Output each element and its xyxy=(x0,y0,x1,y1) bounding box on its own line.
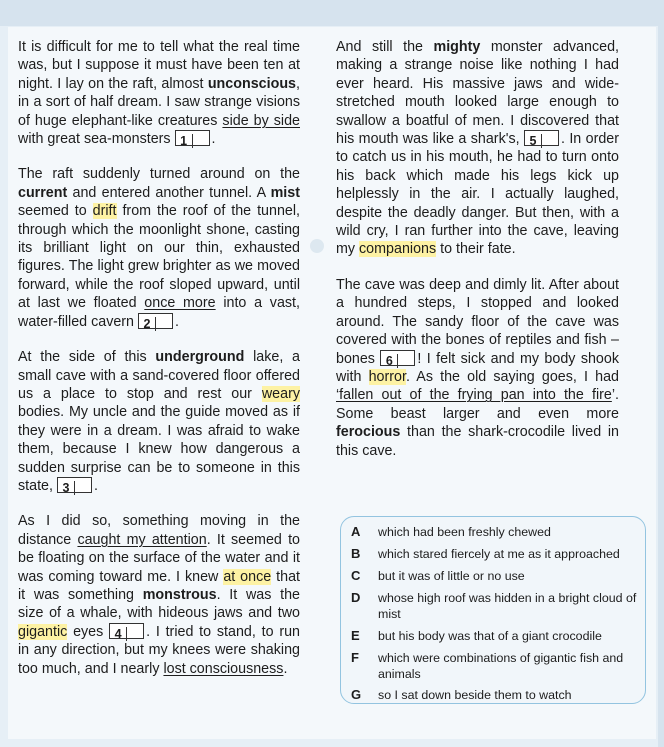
text-run: . It seemed to be floating on the surface of the water and it was coming toward me. I knew xyxy=(18,531,300,585)
reading-page xyxy=(8,27,656,739)
bold-keyword: mist xyxy=(270,184,300,201)
option-d xyxy=(351,590,639,623)
text-run: than the shark-crocodile lived in this cave. xyxy=(336,424,619,459)
paragraph xyxy=(18,38,300,148)
text-run: and entered another tunnel. A xyxy=(67,184,271,201)
highlighted-word: drift xyxy=(92,203,117,220)
option-letter: G xyxy=(351,687,362,702)
text-run: with great sea-monsters xyxy=(18,131,175,148)
text-run: lake, a small cave with a sand-covered floor offered us a place to stop and rest our xyxy=(18,349,300,402)
gap-number: 2 xyxy=(139,317,156,331)
text-run: ! I felt sick and my body shook with xyxy=(336,350,619,385)
paragraph xyxy=(18,165,300,331)
gap-answer-blank[interactable] xyxy=(156,314,172,328)
option-text: so I sat down beside them to watch xyxy=(378,688,572,702)
text-run: . I tried to stand, to run in any direction, but my knees were shaking too much, and I nearly xyxy=(18,623,300,677)
gap-answer-blank[interactable] xyxy=(127,624,143,638)
gap-box-2[interactable] xyxy=(138,313,173,329)
highlighted-word: at once xyxy=(223,568,272,585)
text-run: . It was the size of a whale, with hideous jaws and two xyxy=(18,586,300,622)
highlighted-word: weary xyxy=(261,385,300,402)
text-column-left xyxy=(18,38,300,695)
bold-keyword: ferocious xyxy=(336,424,401,441)
text-run: seemed to xyxy=(18,203,93,220)
gap-number: 3 xyxy=(58,481,75,495)
option-text: but his body was that of a giant crocodile xyxy=(378,629,602,643)
underlined-phrase: side by side xyxy=(222,112,300,129)
underlined-phrase: lost consciousness xyxy=(163,660,284,677)
text-column-right xyxy=(336,38,619,477)
option-text: which were combinations of gigantic fish and animals xyxy=(378,651,624,682)
text-run: eyes xyxy=(67,623,110,640)
option-c xyxy=(351,568,639,584)
page-mark xyxy=(310,239,324,253)
text-run: . In order to catch us in his mouth, he had to turn onto his back which made his legs kick up helplessly in the air. I actually laughed, despite the deadly danger. But then, with a wild cry, I ran further into the cave, leaving my xyxy=(336,131,620,258)
answer-options-box xyxy=(340,516,646,704)
text-run: The cave was deep and dimly lit. After about a hundred steps, I stopped and looked around. The sandy floor of the cave was covered with the bones of reptiles and fish – bones xyxy=(336,276,619,367)
text-run: ’. Some beast larger and even more xyxy=(336,387,619,422)
text-run: . As the old saying goes, I had xyxy=(405,368,619,385)
bold-keyword: underground xyxy=(155,349,245,366)
text-run: into a vast, water-filled cavern xyxy=(18,295,300,330)
text-run: And still the xyxy=(336,39,434,55)
gap-number: 4 xyxy=(110,627,127,641)
option-text: whose high roof was hidden in a bright cloud of mist xyxy=(378,591,637,622)
option-letter: D xyxy=(351,590,361,605)
text-run: to their fate. xyxy=(436,241,516,258)
bold-keyword: mighty xyxy=(433,39,481,55)
text-run: that it was something xyxy=(18,568,301,603)
option-text: which had been freshly chewed xyxy=(378,525,551,539)
gap-number: 6 xyxy=(381,354,398,368)
right-frame-bar xyxy=(658,0,664,747)
text-run: from the roof of the tunnel, through which the moonlight shone, casting its brilliant light on our thin, exhausted figures. The light grew brighter as we moved forward, while the roof sloped upward, until at last we floated xyxy=(18,203,300,312)
option-letter: F xyxy=(351,650,359,665)
gap-box-3[interactable] xyxy=(57,477,92,496)
option-letter: E xyxy=(351,628,360,643)
text-run: . xyxy=(211,131,216,148)
text-run: monster advanced, making a strange noise like nothing I had ever heard. His massive jaws and wide-stretched mouth looked large enough to swallow a boatful of men. I discovered that his mouth was like a shark's, xyxy=(336,39,619,148)
option-e xyxy=(351,628,639,644)
option-text: which stared fiercely at me as it approached xyxy=(378,547,620,561)
gap-answer-blank[interactable] xyxy=(398,351,414,365)
text-run: At the side of this xyxy=(18,349,156,366)
option-b xyxy=(351,546,639,562)
text-run: . xyxy=(174,313,179,330)
paragraph xyxy=(18,348,300,495)
top-frame-bar xyxy=(0,0,664,26)
gap-box-1[interactable] xyxy=(175,130,210,149)
option-letter: B xyxy=(351,546,361,561)
paragraph xyxy=(336,276,619,460)
underlined-phrase: once more xyxy=(144,295,216,312)
underlined-phrase: ‘fallen out of the frying pan into the fire xyxy=(336,387,612,404)
text-run: It is difficult for me to tell what the real time was, but I suppose it must have been ten at night. I lay on the raft, almost xyxy=(18,39,300,92)
gap-answer-blank[interactable] xyxy=(193,131,209,145)
option-letter: C xyxy=(351,568,361,583)
text-run: , in a sort of half dream. I saw strange visions of huge elephant-like creatures xyxy=(18,75,300,129)
paragraph xyxy=(336,38,619,259)
bold-keyword: current xyxy=(18,184,68,201)
gap-answer-blank[interactable] xyxy=(542,131,558,145)
text-run: bodies. My uncle and the guide moved as if they were in a dream. I was afraid to wake them, because I knew how dangerous a sudden surprise can be to someone in this state, xyxy=(18,404,300,494)
highlighted-word: gigantic xyxy=(18,623,68,640)
gap-number: 1 xyxy=(176,134,193,148)
bold-keyword: unconscious xyxy=(207,75,297,92)
bold-keyword: monstrous xyxy=(142,586,217,603)
highlighted-word: companions xyxy=(359,241,437,258)
gap-box-5[interactable] xyxy=(524,130,559,149)
text-run: . xyxy=(283,660,288,677)
option-f xyxy=(351,650,639,683)
option-g xyxy=(351,687,639,703)
gap-box-6[interactable] xyxy=(380,350,415,366)
option-letter: A xyxy=(351,524,361,539)
option-text: but it was of little or no use xyxy=(378,569,525,583)
option-a xyxy=(351,524,639,540)
gap-number: 5 xyxy=(525,134,542,148)
highlighted-word: horror xyxy=(368,368,406,385)
text-run: The raft suddenly turned around on the xyxy=(18,166,300,183)
text-run: As I did so, something moving in the distance xyxy=(18,513,300,548)
paragraph xyxy=(18,512,300,678)
text-run: . xyxy=(93,477,98,494)
underlined-phrase: caught my attention xyxy=(77,531,207,548)
gap-box-4[interactable] xyxy=(109,623,144,639)
gap-answer-blank[interactable] xyxy=(75,478,91,492)
